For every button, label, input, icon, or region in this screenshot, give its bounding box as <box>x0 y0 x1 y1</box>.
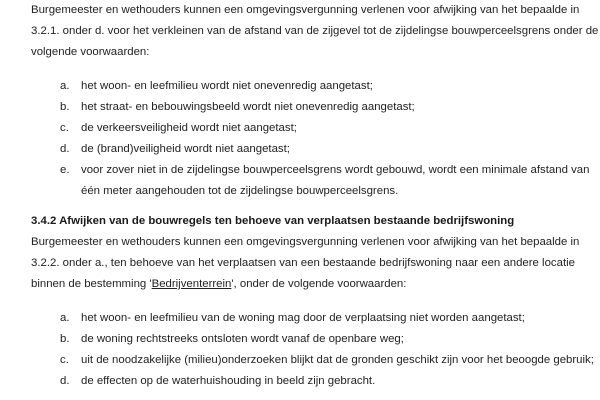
list-item-label: c. <box>60 122 69 134</box>
paragraph-line: Burgemeester en wethouders kunnen een omgevingsvergunning verlenen voor afwijking van het bepaalde in <box>31 4 580 16</box>
list-item-text: het woon- en leefmilieu van de woning mag door de verplaatsing niet worden aangetast; <box>81 312 525 324</box>
section-heading: 3.4.2 Afwijken van de bouwregels ten behoeve van verplaatsen bestaande bedrijfswoning <box>31 215 515 227</box>
list-item-text: één meter aangehouden tot de zijdelingse bouwperceelsgrens. <box>81 185 399 197</box>
list-item-label: b. <box>60 101 70 113</box>
paragraph-text: binnen de bestemming ' <box>31 278 152 290</box>
paragraph-line: volgende voorwaarden: <box>31 46 150 58</box>
paragraph-line: 3.2.1. onder d. voor het verkleinen van de afstand van de zijgevel tot de zijdelingse bouwperceelsgrens onder de <box>31 25 599 37</box>
paragraph-line <box>31 277 406 291</box>
paragraph-text: ', onder de volgende voorwaarden: <box>231 278 407 290</box>
list-item-label: a. <box>60 80 70 92</box>
paragraph-line: 3.2.2. onder a., ten behoeve van het verplaatsen van een bestaande bedrijfswoning naar een andere locatie <box>31 257 575 269</box>
list-item-text: uit de noodzakelijke (milieu)onderzoeken blijkt dat de gronden geschikt zijn voor het beoogde gebruik; <box>81 354 594 366</box>
list-item-text: de effecten op de waterhuishouding in beeld zijn gebracht. <box>81 375 376 387</box>
list-item-text: voor zover niet in de zijdelingse bouwperceelsgrens wordt gebouwd, wordt een minimale afstand van <box>81 164 590 176</box>
bestemming-link[interactable]: Bedrijventerrein <box>151 278 232 290</box>
list-item-label: c. <box>60 354 69 366</box>
list-item-label: b. <box>60 333 70 345</box>
list-item-text: de woning rechtstreeks ontsloten wordt vanaf de openbare weg; <box>81 333 404 345</box>
list-item-text: het woon- en leefmilieu wordt niet onevenredig aangetast; <box>81 80 373 92</box>
list-item-text: de verkeersveiligheid wordt niet aangetast; <box>81 122 297 134</box>
paragraph-line: Burgemeester en wethouders kunnen een omgevingsvergunning verlenen voor afwijking van het bepaalde in <box>31 236 580 248</box>
list-item-text: de (brand)veiligheid wordt niet aangetast; <box>81 143 290 155</box>
list-item-label: d. <box>60 375 70 387</box>
list-item-label: d. <box>60 143 70 155</box>
list-item-label: a. <box>60 312 70 324</box>
list-item-label: e. <box>60 164 70 176</box>
list-item-text: het straat- en bebouwingsbeeld wordt niet onevenredig aangetast; <box>81 101 415 113</box>
